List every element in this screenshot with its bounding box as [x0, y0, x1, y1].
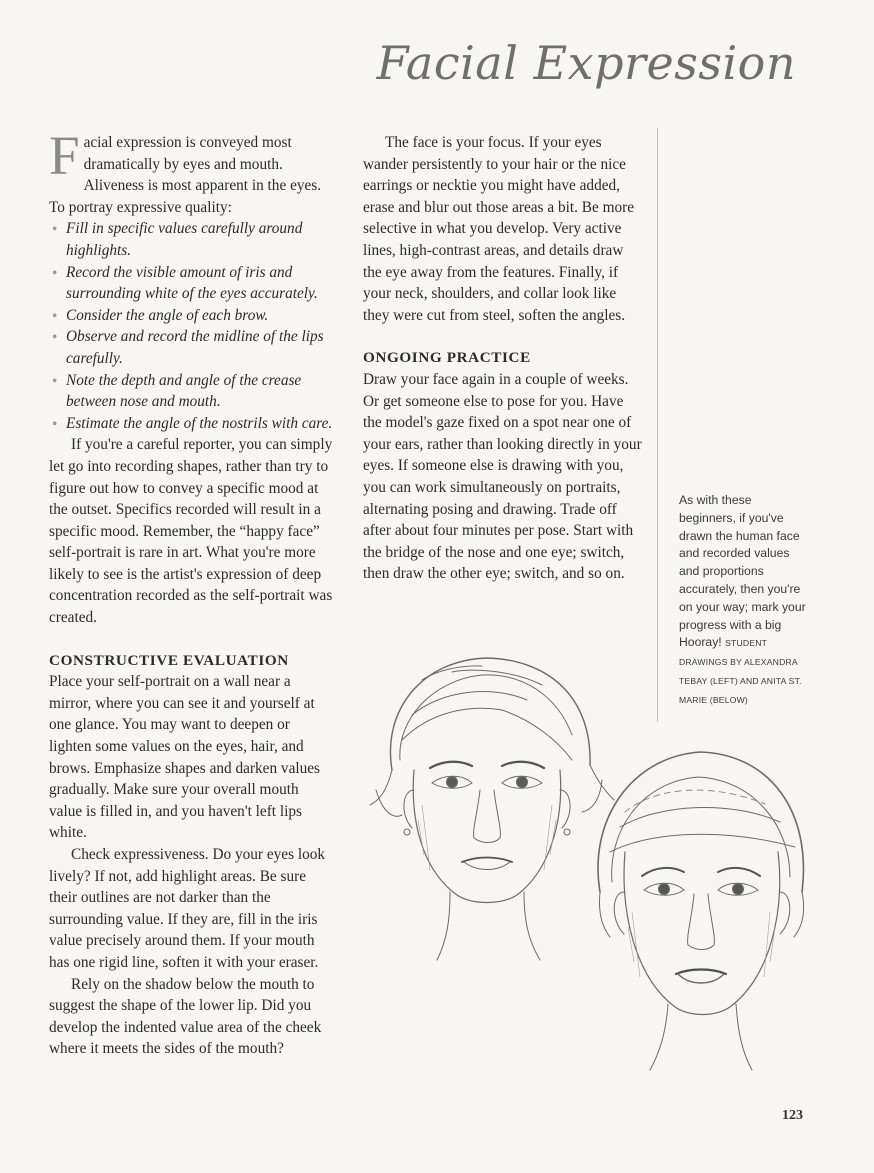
bullet-icon: •	[52, 307, 58, 325]
list-item: • Estimate the angle of the nostrils with care.	[49, 413, 334, 435]
bullet-icon: •	[52, 372, 58, 390]
bullet-icon: •	[52, 415, 58, 433]
constructive-paragraph-3: Rely on the shadow below the mouth to suggest the shape of the lower lip. Did you develop the indented value area of the cheek where it meets the sides of the mouth?	[49, 975, 322, 1058]
list-item: • Record the visible amount of iris and surrounding white of the eyes accurately.	[52, 263, 318, 303]
list-item: • Note the depth and angle of the crease between nose and mouth.	[52, 371, 302, 411]
page-title: Facial Expression	[376, 36, 796, 90]
caption-text: As with these beginners, if you've drawn the human face and recorded values and proportions accurately, then you're on your way; mark your progress with a big Hooray!	[679, 493, 806, 650]
list-item: • Observe and record the midline of the lips carefully.	[52, 328, 324, 367]
intro-paragraph	[49, 125, 334, 218]
figure-caption	[679, 492, 807, 710]
reporter-paragraph: If you're a careful reporter, you can simply let go into recording shapes, rather than try to figure out how to convey a specific mood at the outset. Specifics recorded will result in a specific mood. Remember, the “happy face” self-portrait is rare in art. What you're more likely to see is the artist's expression of deep concentration recorded as the self-portrait was created.	[49, 436, 333, 627]
left-column	[49, 125, 334, 1060]
bullet-icon: •	[52, 264, 58, 282]
right-column	[363, 132, 643, 585]
ongoing-paragraph: Draw your face again in a couple of weeks. Or get someone else to pose for you. Have the model's gaze fixed on a spot near one of your ears, rather than looking directly in your eyes. If someone else is drawing with you, you can work simultaneously on portraits, alternating posing and drawing. Trade off after about four minutes per pose. Start with the bridge of the nose and one eye; switch, then draw the other eye; switch, and so on.	[363, 370, 642, 583]
ongoing-practice-heading: ONGOING PRACTICE	[363, 349, 531, 367]
focus-paragraph: The face is your focus. If your eyes wander persistently to your hair or the nice earrings or necktie you might have added, erase and blur out those areas a bit. Be more selective in what you develop. Very active lines, high-contrast areas, and details draw the eye away from the features. Finally, if your neck, shoulders, and collar look like they were cut from steel, soften the angles.	[363, 134, 634, 324]
intro-text: acial expression is conveyed most dramatically by eyes and mouth. Aliveness is most apparent in the eyes. To portray expressive quality:	[49, 134, 322, 216]
constructive-evaluation-heading: CONSTRUCTIVE EVALUATION	[49, 651, 289, 669]
portrait-drawing-right	[580, 742, 820, 1072]
bullet-icon: •	[52, 221, 58, 239]
constructive-paragraph-2: Check expressiveness. Do your eyes look lively? If not, add highlight areas. Be sure their outlines are not darker than the surrounding value. If they are, fill in the iris value precisely around them. If your mouth has one rigid line, soften it with your eraser.	[49, 846, 326, 971]
page-number: 123	[782, 1108, 803, 1123]
bullet-icon: •	[52, 329, 58, 347]
list-item: • Consider the angle of each brow.	[49, 305, 334, 327]
column-divider	[657, 128, 658, 722]
caption-credit: STUDENT DRAWINGS BY ALEXANDRA TEBAY (LEFT) AND ANITA ST. MARIE (BELOW)	[679, 638, 802, 705]
drop-cap: F	[49, 125, 80, 186]
tips-list	[49, 218, 334, 434]
list-item: • Fill in specific values carefully around highlights.	[52, 220, 303, 259]
constructive-paragraph-1: Place your self-portrait on a wall near a mirror, where you can see it and yourself at one glance. You may want to deepen or lighten some values on the eyes, hair, and brows. Emphasize shapes and darken values gradually. Make sure your overall mouth value is filled in, and you haven't left lips white.	[49, 673, 321, 842]
